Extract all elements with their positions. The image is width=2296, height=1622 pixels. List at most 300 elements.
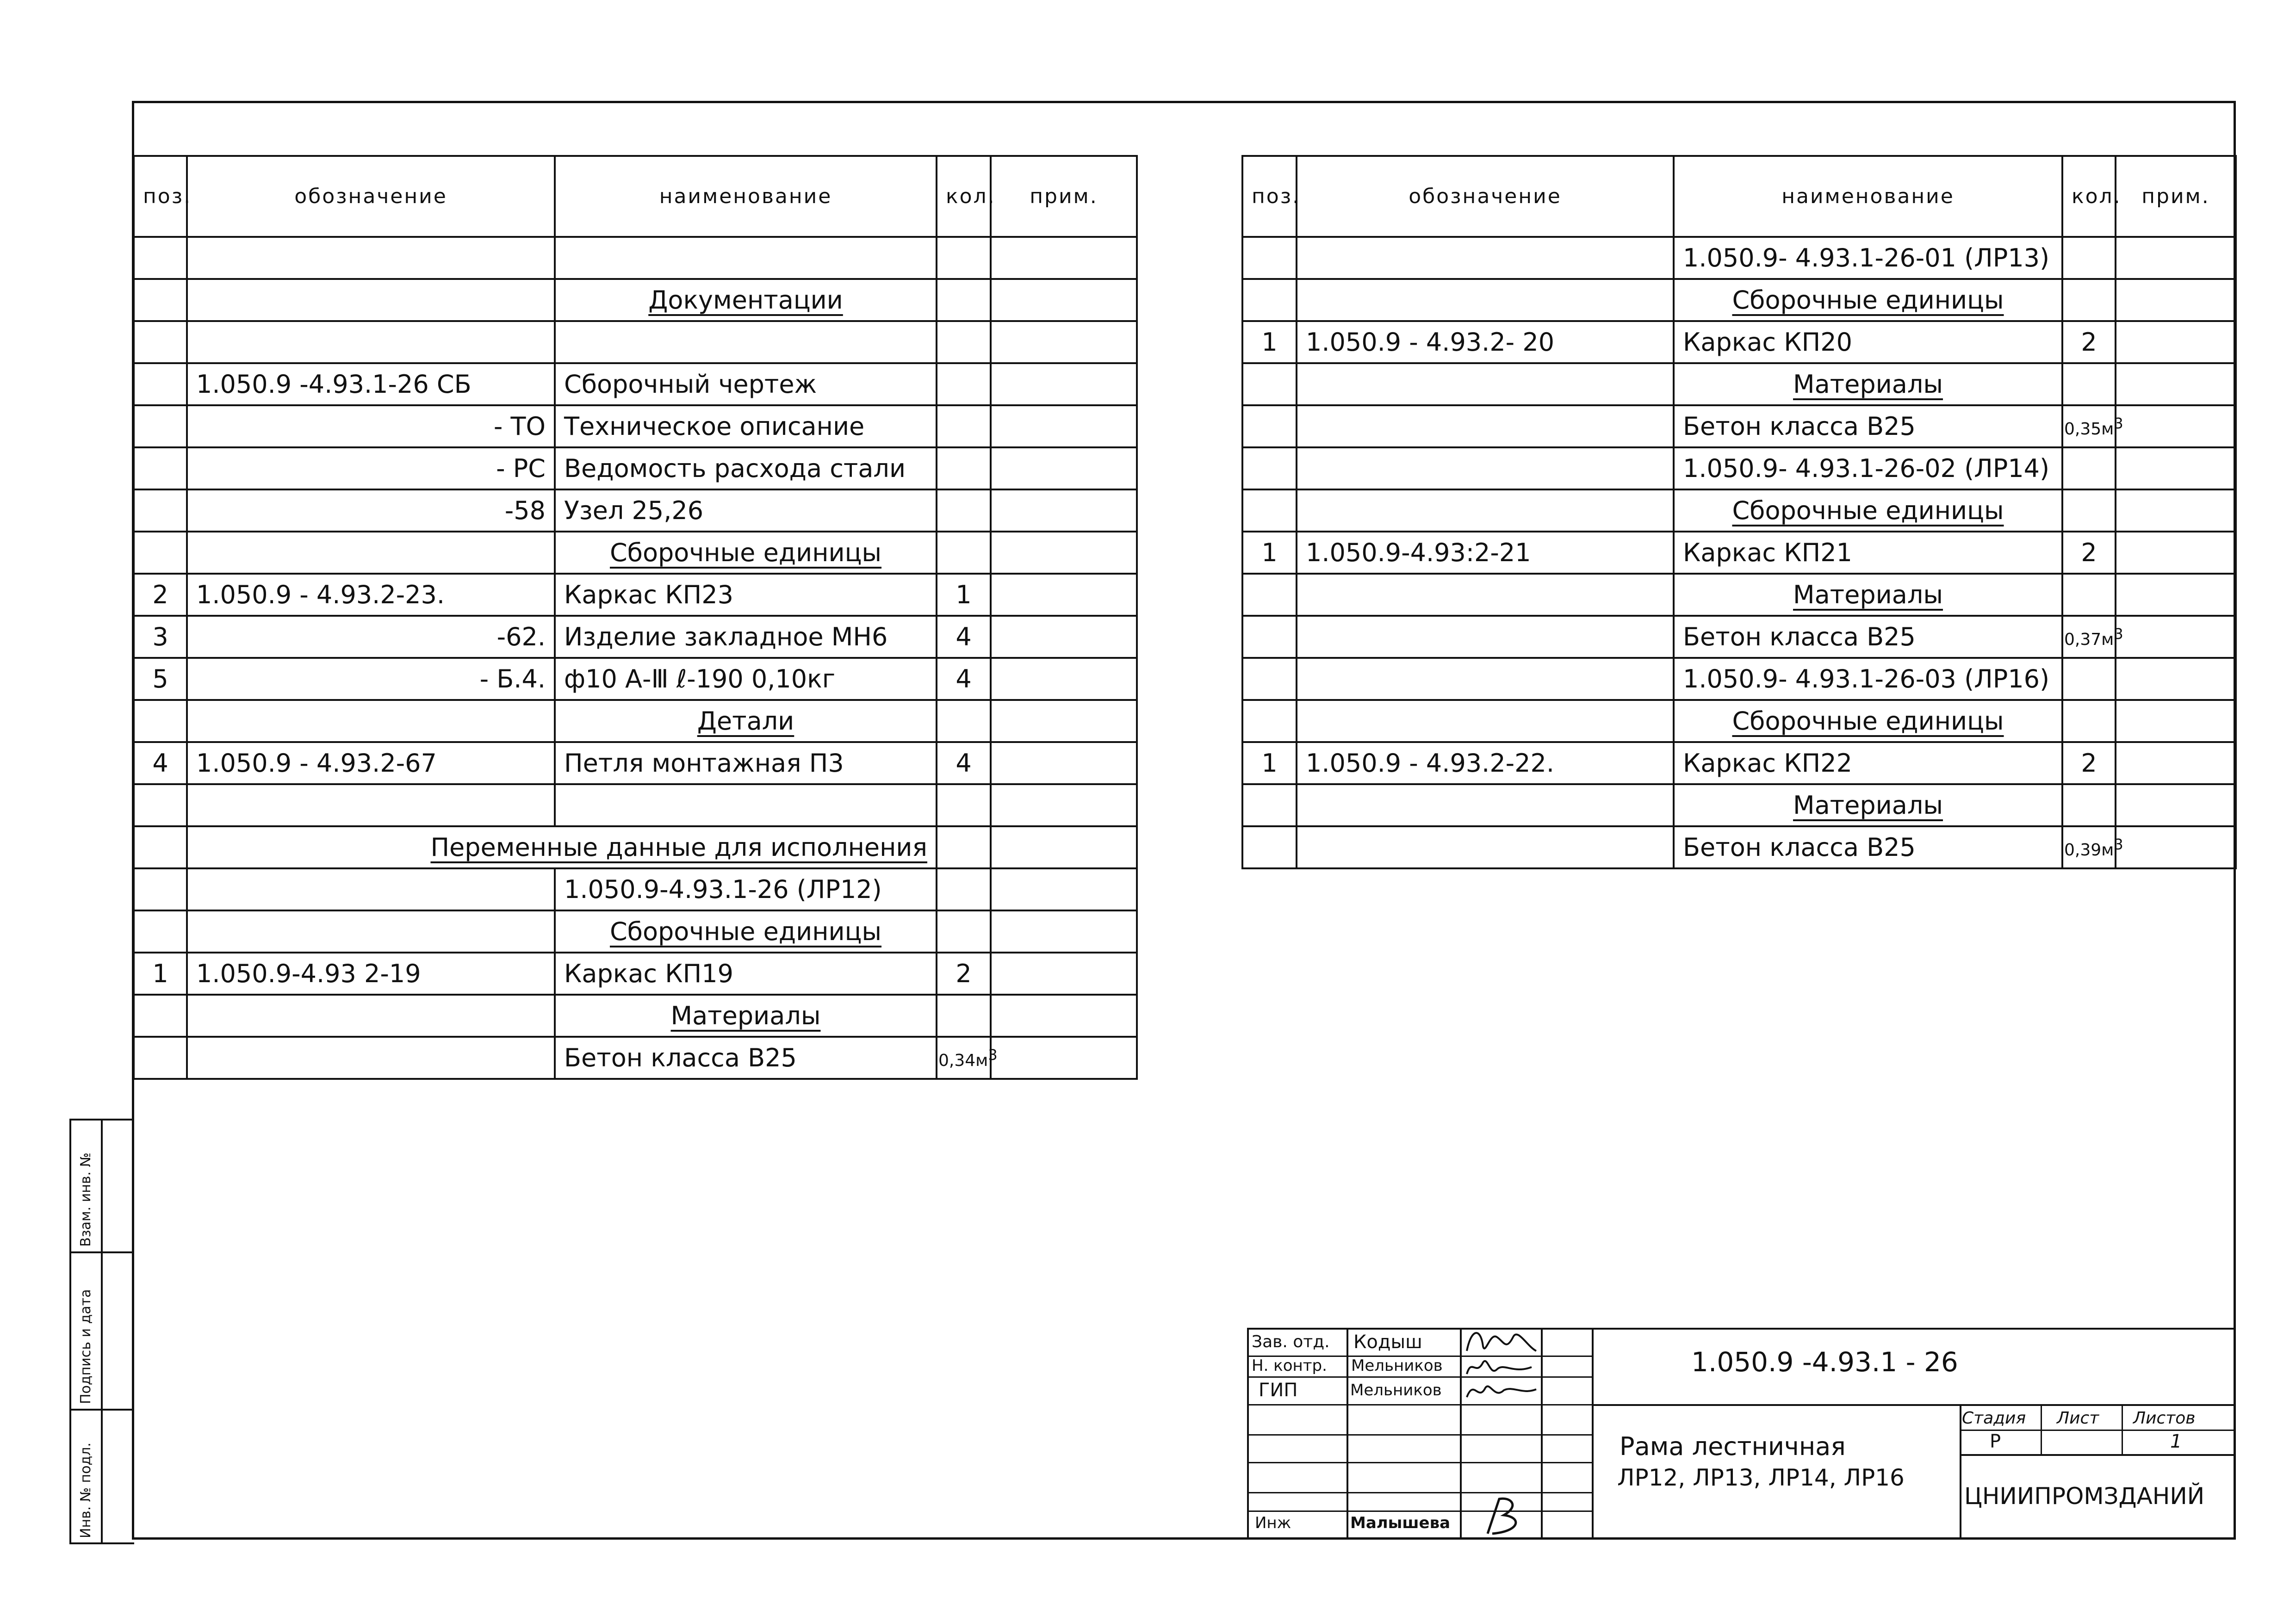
table-row xyxy=(134,616,1137,658)
tb-stage-row xyxy=(1960,1430,2236,1431)
tb-name-3: Мельников xyxy=(1350,1381,1442,1399)
cell-note xyxy=(991,700,1137,742)
cell-name-text: Каркас КП22 xyxy=(1683,749,1852,778)
cell-note xyxy=(2116,447,2236,489)
cell-pos xyxy=(1242,405,1297,447)
cell-pos xyxy=(1242,363,1297,405)
table-row xyxy=(1242,784,2236,826)
table-row xyxy=(134,658,1137,700)
cell-pos xyxy=(134,742,187,784)
variable-data-heading-cell xyxy=(187,826,937,868)
cell-name-text: Узел 25,26 xyxy=(564,496,704,525)
cell-designation xyxy=(1297,532,1674,574)
cell-note xyxy=(991,237,1137,279)
cell-qty-text: 4 xyxy=(956,664,972,693)
cell-name-text: Техническое описание xyxy=(564,412,865,441)
cell-designation xyxy=(187,700,555,742)
header-qty: кол. xyxy=(2062,156,2116,237)
cell-designation xyxy=(1297,742,1674,784)
cell-pos xyxy=(134,405,187,447)
cell-name xyxy=(1674,658,2062,700)
tb-name-7: Малышева xyxy=(1350,1514,1451,1532)
cell-pos xyxy=(1242,784,1297,826)
cell-note xyxy=(2116,700,2236,742)
cell-qty xyxy=(937,405,991,447)
tb-role-7: Инж xyxy=(1255,1514,1291,1532)
table-row xyxy=(134,237,1137,279)
signature-3 xyxy=(1462,1376,1541,1404)
tb-col2 xyxy=(1460,1328,1462,1540)
cell-qty xyxy=(937,363,991,405)
cell-pos xyxy=(134,489,187,532)
cell-pos xyxy=(134,995,187,1037)
tb-sheets-label: Листов xyxy=(2133,1409,2196,1428)
cell-name-text: Бетон класса В25 xyxy=(1683,622,1916,651)
cell-note xyxy=(2116,321,2236,363)
header-pos: поз. xyxy=(1242,156,1297,237)
cell-name xyxy=(555,700,937,742)
tb-sheets-value: 1 xyxy=(2170,1431,2182,1452)
tb-title-line1: Рама лестничная xyxy=(1620,1432,1846,1461)
right-spec-table xyxy=(1241,155,2237,869)
cell-note xyxy=(2116,237,2236,279)
cell-name-text: Изделие закладное МН6 xyxy=(564,622,888,651)
cell-name-text: Детали xyxy=(697,706,794,736)
cell-name-text: Петля монтажная П3 xyxy=(564,749,844,778)
tb-organization: ЦНИИПРОМЗДАНИЙ xyxy=(1964,1483,2205,1510)
header-designation: обозначение xyxy=(187,156,555,237)
table-row xyxy=(134,574,1137,616)
table-row xyxy=(134,953,1137,995)
table-row xyxy=(134,489,1137,532)
side-stamp-left xyxy=(69,1119,71,1544)
cell-qty xyxy=(2062,616,2123,658)
cell-qty-text: 0,34м xyxy=(938,1051,988,1070)
cell-name xyxy=(555,279,937,321)
cell-qty xyxy=(937,826,991,868)
cell-designation xyxy=(187,405,555,447)
cell-designation xyxy=(1297,784,1674,826)
cell-name-text: Материалы xyxy=(1793,580,1943,609)
cell-pos xyxy=(134,237,187,279)
table-row xyxy=(1242,405,2236,447)
cell-name-text: Бетон класса В25 xyxy=(1683,412,1916,441)
cell-designation xyxy=(1297,574,1674,616)
cell-qty xyxy=(937,868,991,910)
cell-name xyxy=(1674,784,2062,826)
cell-designation xyxy=(1297,616,1674,658)
qty-superscript: 3 xyxy=(2114,414,2123,432)
cell-designation xyxy=(1297,321,1674,363)
cell-name xyxy=(1674,447,2062,489)
tb-role-3: ГИП xyxy=(1259,1380,1298,1401)
table-row xyxy=(134,405,1137,447)
side-stamp-sep1 xyxy=(69,1251,134,1253)
cell-pos-text: 2 xyxy=(152,580,168,609)
header-note: прим. xyxy=(2116,156,2236,237)
cell-qty-text: 2 xyxy=(2081,749,2097,778)
cell-note xyxy=(991,363,1137,405)
tb-row4 xyxy=(1247,1434,1593,1436)
cell-name-text: Сборочные единицы xyxy=(1732,706,2004,736)
table-row xyxy=(134,742,1137,784)
tb-role-2: Н. контр. xyxy=(1252,1356,1327,1375)
cell-note xyxy=(991,532,1137,574)
cell-name xyxy=(555,1037,937,1079)
cell-note xyxy=(991,489,1137,532)
cell-name-text: ф10 А-Ⅲ ℓ-190 0,10кг xyxy=(564,664,836,693)
cell-name xyxy=(1674,826,2062,868)
right-table-header xyxy=(1242,156,2236,237)
cell-designation xyxy=(187,237,555,279)
qty-superscript: 3 xyxy=(2114,625,2123,643)
cell-note xyxy=(2116,784,2236,826)
cell-pos xyxy=(134,447,187,489)
cell-note xyxy=(2116,742,2236,784)
cell-name xyxy=(1674,237,2062,279)
cell-note xyxy=(2116,574,2236,616)
cell-qty xyxy=(937,237,991,279)
cell-note xyxy=(2116,616,2236,658)
cell-pos xyxy=(134,826,187,868)
cell-qty xyxy=(937,995,991,1037)
cell-qty xyxy=(2062,742,2116,784)
cell-name xyxy=(1674,279,2062,321)
table-row xyxy=(1242,447,2236,489)
cell-qty xyxy=(2062,784,2116,826)
cell-designation xyxy=(1297,700,1674,742)
signature-4 xyxy=(1478,1492,1534,1538)
cell-note xyxy=(991,784,1137,826)
cell-note xyxy=(991,995,1137,1037)
tb-stage-mid2 xyxy=(2122,1404,2123,1454)
cell-name-text: Бетон класса В25 xyxy=(564,1043,797,1072)
cell-pos xyxy=(134,868,187,910)
side-stamp-inv-orig: Инв. № подл. xyxy=(78,1442,94,1538)
cell-qty xyxy=(937,532,991,574)
cell-qty-text: 4 xyxy=(956,749,972,778)
header-name: наименование xyxy=(1674,156,2062,237)
cell-qty xyxy=(937,742,991,784)
tb-stage-value: Р xyxy=(1990,1431,2001,1452)
table-row xyxy=(1242,700,2236,742)
table-row xyxy=(1242,826,2236,868)
cell-pos xyxy=(1242,658,1297,700)
cell-name-text: Ведомость расхода стали xyxy=(564,454,906,483)
cell-name-text: Каркас КП23 xyxy=(564,580,733,609)
cell-pos-text: 5 xyxy=(152,664,168,693)
variable-data-row xyxy=(134,826,1137,868)
cell-pos xyxy=(134,658,187,700)
cell-qty-text: 2 xyxy=(2081,538,2097,567)
tb-row5 xyxy=(1247,1462,1593,1463)
cell-designation xyxy=(1297,658,1674,700)
cell-name xyxy=(555,658,937,700)
table-row xyxy=(1242,237,2236,279)
cell-qty xyxy=(2062,321,2116,363)
table-row xyxy=(1242,742,2236,784)
qty-superscript: 3 xyxy=(2114,835,2123,853)
cell-note xyxy=(991,279,1137,321)
table-row xyxy=(1242,658,2236,700)
cell-pos xyxy=(134,1037,187,1079)
cell-note xyxy=(991,658,1137,700)
tb-row6 xyxy=(1247,1492,1593,1493)
tb-stage-bottom xyxy=(1960,1454,2236,1456)
cell-note xyxy=(2116,489,2236,532)
tb-top-right xyxy=(1592,1328,2236,1330)
cell-pos-text: 1 xyxy=(1261,538,1278,567)
table-row xyxy=(134,321,1137,363)
tb-stage-label: Стадия xyxy=(1962,1409,2026,1428)
cell-pos xyxy=(134,616,187,658)
cell-name xyxy=(555,910,937,953)
cell-name xyxy=(555,953,937,995)
tb-stage-left xyxy=(1960,1404,1961,1540)
tb-col3 xyxy=(1541,1328,1543,1540)
cell-qty xyxy=(937,658,991,700)
cell-designation-text: 1.050.9 - 4.93.2-23. xyxy=(196,580,445,609)
cell-designation xyxy=(187,784,555,826)
cell-qty xyxy=(2062,658,2116,700)
cell-qty-text: 0,37м xyxy=(2064,630,2114,649)
cell-designation-text: 1.050.9-4.93:2-21 xyxy=(1306,538,1531,567)
cell-designation xyxy=(187,910,555,953)
tb-row7 xyxy=(1247,1511,1593,1512)
cell-designation xyxy=(187,1037,555,1079)
cell-pos xyxy=(134,784,187,826)
cell-designation xyxy=(187,868,555,910)
cell-pos xyxy=(134,574,187,616)
cell-note xyxy=(2116,279,2236,321)
cell-qty xyxy=(2062,237,2116,279)
cell-name xyxy=(555,868,937,910)
cell-name xyxy=(555,489,937,532)
table-row xyxy=(134,784,1137,826)
cell-designation xyxy=(1297,489,1674,532)
cell-designation xyxy=(187,742,555,784)
side-stamp-sign-date: Подпись и дата xyxy=(78,1289,94,1404)
header-note: прим. xyxy=(991,156,1137,237)
cell-note xyxy=(991,405,1137,447)
cell-name xyxy=(555,995,937,1037)
cell-pos xyxy=(134,321,187,363)
cell-pos xyxy=(134,279,187,321)
cell-designation-text: - ТО xyxy=(493,412,546,441)
table-row xyxy=(134,447,1137,489)
tb-sheet-label: Лист xyxy=(2057,1409,2099,1428)
cell-qty-text: 0,39м xyxy=(2064,840,2114,860)
cell-pos xyxy=(1242,279,1297,321)
table-row xyxy=(1242,532,2236,574)
cell-designation xyxy=(187,489,555,532)
cell-pos xyxy=(134,910,187,953)
table-row xyxy=(1242,616,2236,658)
table-row xyxy=(1242,279,2236,321)
header-pos: поз. xyxy=(134,156,187,237)
cell-note xyxy=(2116,405,2236,447)
cell-name-text: Бетон класса В25 xyxy=(1683,833,1916,862)
cell-name xyxy=(1674,574,2062,616)
cell-pos-text: 3 xyxy=(152,622,168,651)
left-spec-table xyxy=(133,155,1138,1080)
table-row xyxy=(134,1037,1137,1079)
cell-name xyxy=(555,616,937,658)
cell-name xyxy=(555,742,937,784)
cell-qty xyxy=(937,1037,998,1079)
cell-qty xyxy=(2062,447,2116,489)
cell-note xyxy=(991,574,1137,616)
cell-name-text: Документации xyxy=(648,285,843,315)
table-row xyxy=(134,700,1137,742)
cell-designation-text: -62. xyxy=(496,622,546,651)
cell-note xyxy=(991,447,1137,489)
cell-qty-text: 2 xyxy=(2081,328,2097,357)
cell-pos xyxy=(134,363,187,405)
cell-name xyxy=(1674,321,2062,363)
cell-pos xyxy=(1242,447,1297,489)
cell-note xyxy=(991,1037,1137,1079)
table-row xyxy=(134,910,1137,953)
cell-note xyxy=(991,826,1137,868)
cell-name-text: Материалы xyxy=(670,1001,821,1030)
cell-name-text: Каркас КП21 xyxy=(1683,538,1852,567)
cell-qty-text: 4 xyxy=(956,622,972,651)
cell-pos xyxy=(1242,700,1297,742)
cell-pos xyxy=(1242,532,1297,574)
cell-qty-text: 1 xyxy=(956,580,972,609)
cell-designation xyxy=(187,658,555,700)
cell-name xyxy=(1674,405,2062,447)
tb-document-code: 1.050.9 -4.93.1 - 26 xyxy=(1691,1346,1958,1378)
cell-name xyxy=(555,447,937,489)
cell-pos-text: 1 xyxy=(1261,749,1278,778)
cell-pos xyxy=(1242,321,1297,363)
cell-pos-text: 1 xyxy=(152,959,168,988)
cell-designation-text: -58 xyxy=(504,496,546,525)
cell-qty xyxy=(937,784,991,826)
cell-name xyxy=(1674,532,2062,574)
cell-designation xyxy=(1297,363,1674,405)
cell-designation-text: - Б.4. xyxy=(479,664,546,693)
cell-note xyxy=(2116,658,2236,700)
tb-role-1: Зав. отд. xyxy=(1252,1332,1330,1351)
side-stamp-mid xyxy=(101,1119,103,1544)
cell-name-text: 1.050.9-4.93.1-26 (ЛР12) xyxy=(564,875,882,904)
cell-qty-text: 0,35м xyxy=(2064,419,2114,439)
tb-left xyxy=(1247,1328,1249,1540)
cell-name xyxy=(555,321,937,363)
cell-qty xyxy=(2062,489,2116,532)
table-row xyxy=(1242,574,2236,616)
cell-designation xyxy=(187,363,555,405)
cell-qty xyxy=(937,574,991,616)
cell-pos-text: 4 xyxy=(152,749,168,778)
table-row xyxy=(1242,489,2236,532)
qty-superscript: 3 xyxy=(988,1046,998,1064)
cell-qty xyxy=(2062,574,2116,616)
cell-name xyxy=(555,405,937,447)
left-table-header xyxy=(134,156,1137,237)
cell-qty xyxy=(937,616,991,658)
cell-name xyxy=(1674,363,2062,405)
cell-pos xyxy=(1242,574,1297,616)
cell-designation xyxy=(187,953,555,995)
cell-note xyxy=(2116,532,2236,574)
cell-qty xyxy=(2062,363,2116,405)
cell-name xyxy=(555,237,937,279)
cell-name xyxy=(1674,489,2062,532)
tb-name-1: Кодыш xyxy=(1353,1331,1422,1353)
cell-name xyxy=(1674,616,2062,658)
tb-col1 xyxy=(1347,1328,1348,1540)
cell-designation xyxy=(1297,237,1674,279)
cell-name-text: Материалы xyxy=(1793,791,1943,820)
cell-designation-text: - РС xyxy=(496,454,546,483)
side-stamp-top xyxy=(69,1119,134,1121)
variable-data-heading: Переменные данные для исполнения xyxy=(430,833,927,862)
cell-note xyxy=(2116,363,2236,405)
cell-note xyxy=(991,953,1137,995)
tb-title-line2: ЛР12, ЛР13, ЛР14, ЛР16 xyxy=(1617,1464,1905,1491)
cell-name-text: 1.050.9- 4.93.1-26-01 (ЛР13) xyxy=(1683,243,2050,272)
cell-note xyxy=(991,910,1137,953)
frame-bottom xyxy=(132,1537,2236,1540)
cell-designation-text: 1.050.9 - 4.93.2-22. xyxy=(1306,749,1555,778)
cell-pos xyxy=(134,532,187,574)
cell-name-text: Сборочные единицы xyxy=(1732,496,2004,525)
header-name: наименование xyxy=(555,156,937,237)
cell-qty xyxy=(937,910,991,953)
table-row xyxy=(134,363,1137,405)
cell-designation xyxy=(1297,447,1674,489)
cell-note xyxy=(991,742,1137,784)
cell-qty xyxy=(937,489,991,532)
cell-pos xyxy=(1242,742,1297,784)
cell-pos xyxy=(1242,489,1297,532)
cell-qty xyxy=(2062,405,2123,447)
cell-note xyxy=(991,868,1137,910)
tb-col4 xyxy=(1592,1328,1594,1540)
side-stamp-inv-replace: Взам. инв. № xyxy=(78,1152,94,1247)
cell-designation xyxy=(187,321,555,363)
cell-designation xyxy=(187,532,555,574)
table-row xyxy=(134,868,1137,910)
cell-designation xyxy=(187,995,555,1037)
cell-name xyxy=(555,784,937,826)
cell-note xyxy=(991,321,1137,363)
cell-pos xyxy=(1242,616,1297,658)
cell-name xyxy=(1674,700,2062,742)
cell-designation xyxy=(1297,405,1674,447)
cell-designation xyxy=(1297,826,1674,868)
cell-name-text: Сборочные единицы xyxy=(1732,285,2004,315)
cell-name-text: Каркас КП19 xyxy=(564,959,733,988)
cell-designation-text: 1.050.9-4.93 2-19 xyxy=(196,959,421,988)
cell-note xyxy=(2116,826,2236,868)
cell-pos xyxy=(134,700,187,742)
header-designation: обозначение xyxy=(1297,156,1674,237)
cell-name xyxy=(555,532,937,574)
cell-name-text: Сборочный чертеж xyxy=(564,370,817,399)
cell-designation xyxy=(187,616,555,658)
cell-designation-text: 1.050.9 - 4.93.2-67 xyxy=(196,749,437,778)
cell-qty xyxy=(2062,826,2123,868)
cell-qty xyxy=(937,321,991,363)
cell-pos-text: 1 xyxy=(1261,328,1278,357)
frame-top xyxy=(132,101,2236,103)
tb-name-2: Мельников xyxy=(1351,1356,1443,1375)
